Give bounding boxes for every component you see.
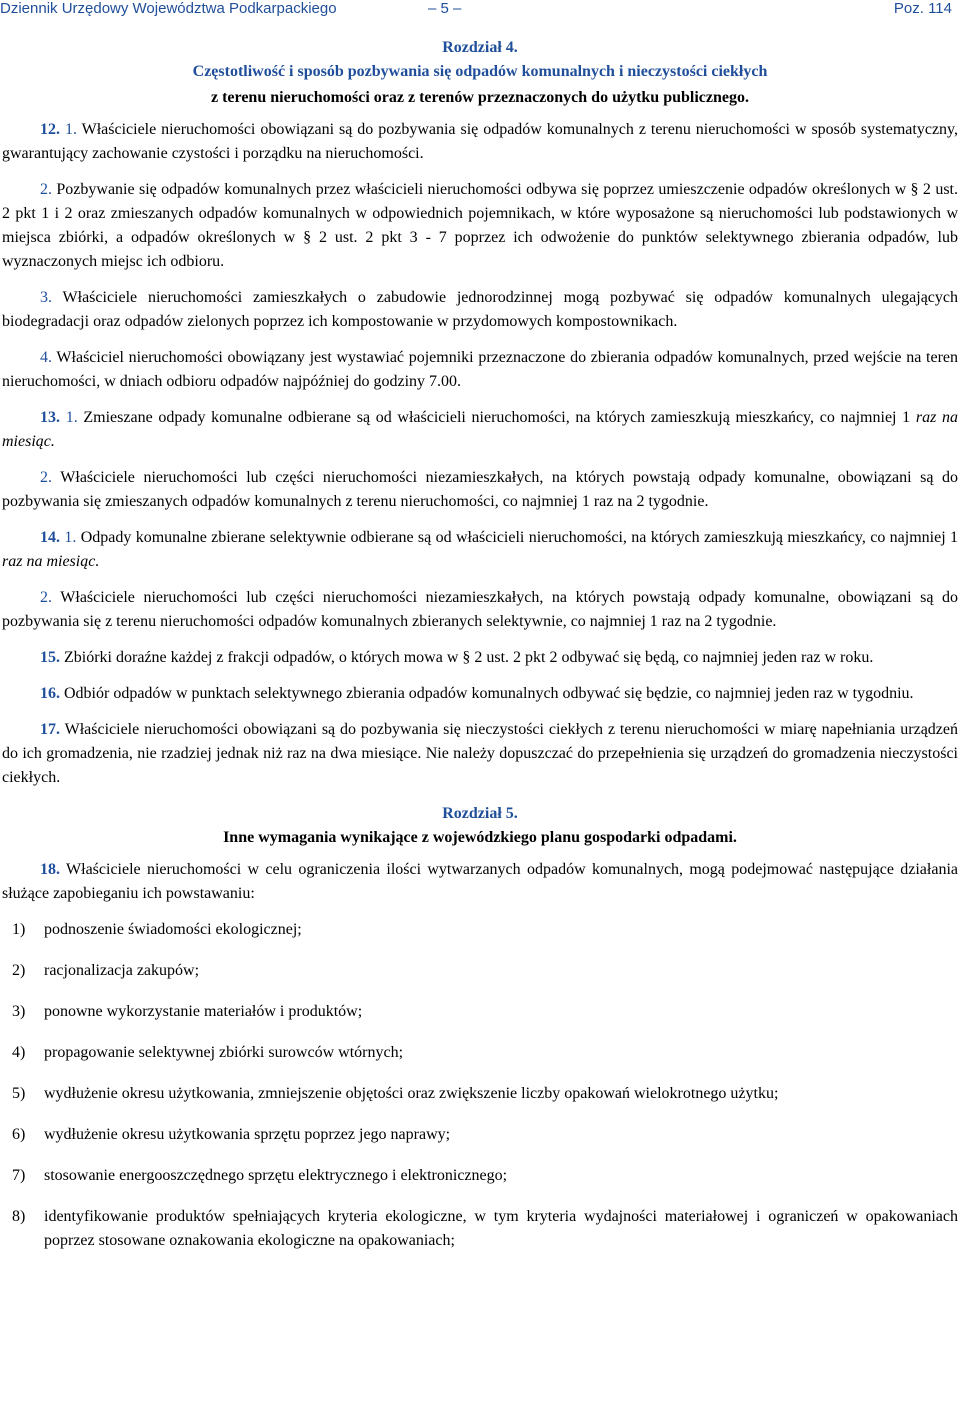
paragraph-text: Właściciele nieruchomości obowiązani są do pozbywania się nieczystości ciekłych z terenu nieruchomości w miarę napełniania urządzeń do ich gromadzenia, nie rzadziej jednak niż raz na dwa miesiące. Nie należy dopuszczać do przepełnienia się urządzeń do gromadzenia nieczystości ciekłych. (2, 721, 958, 786)
document-body (2, 36, 958, 1270)
list-item (2, 1082, 958, 1106)
chapter-4-title (2, 60, 958, 110)
subsection-number: 1. (64, 121, 77, 138)
list-item-text: wydłużenie okresu użytkowania sprzętu poprzez jego naprawy; (44, 1126, 451, 1143)
list-item-number: 4) (12, 1044, 26, 1061)
list-item (2, 1123, 958, 1147)
list-item-number: 2) (12, 962, 26, 979)
paragraph-12-4 (2, 346, 958, 394)
section-number: 17. (40, 721, 60, 738)
list-item (2, 918, 958, 942)
chapter-5-label: Rozdział 5. (442, 805, 518, 822)
section-number: 16. (40, 685, 60, 702)
paragraph-13-2 (2, 466, 958, 514)
paragraph-12-1 (2, 118, 958, 166)
chapter-5-title: Inne wymagania wynikające z wojewódzkiego planu gospodarki odpadami. (223, 829, 737, 846)
list-item-text: stosowanie energooszczędnego sprzętu elektrycznego i elektronicznego; (44, 1167, 508, 1184)
paragraph-text: Zmieszane odpady komunalne odbierane są od właścicieli nieruchomości, na których zamieszkują mieszkańcy, co najmniej 1 (77, 409, 916, 426)
list-item-text: identyfikowanie produktów spełniających kryteria ekologiczne, w tym kryteria wydajności materiałowej i ograniczeń w opakowaniach poprzez stosowane oznakowania ekologiczne na opakowaniach; (44, 1208, 958, 1249)
paragraph-17 (2, 718, 958, 790)
section-number: 15. (40, 649, 60, 666)
page-number: – 5 – (428, 0, 462, 17)
list-item-number: 1) (12, 921, 26, 938)
italic-text: raz na miesiąc. (2, 553, 100, 570)
list-item-text: racjonalizacja zakupów; (44, 962, 200, 979)
paragraph-text: Właściciele nieruchomości lub części nieruchomości niezamieszkałych, na których powstają odpady komunalne, obowiązani są do pozbywania się zmieszanych odpadów komunalnych z terenu nieruchomości, co najmniej 1 raz na 2 tygodnie. (2, 469, 958, 510)
chapter-4-label: Rozdział 4. (442, 39, 518, 56)
page-header (0, 0, 960, 22)
journal-title: Dziennik Urzędowy Województwa Podkarpackiego (0, 0, 337, 17)
prevention-actions-list (2, 918, 958, 1253)
paragraph-15 (2, 646, 958, 670)
list-item-text: propagowanie selektywnej zbiórki surowców wtórnych; (44, 1044, 404, 1061)
position-number: Poz. 114 (893, 0, 952, 17)
paragraph-14-2 (2, 586, 958, 634)
list-item (2, 1041, 958, 1065)
subsection-number: 2. (40, 181, 52, 198)
list-item-number: 7) (12, 1167, 26, 1184)
paragraph-text: Zbiórki doraźne każdej z frakcji odpadów, o których mowa w § 2 ust. 2 pkt 2 odbywać się będą, co najmniej jeden raz w roku. (60, 649, 874, 666)
list-item-number: 3) (12, 1003, 26, 1020)
section-number: 13. (40, 409, 60, 426)
paragraph-14-1 (2, 526, 958, 574)
list-item-text: wydłużenie okresu użytkowania, zmniejszenie objętości oraz zwiększenie liczby opakowań wielokrotnego użytku; (44, 1085, 779, 1102)
subsection-number: 4. (40, 349, 52, 366)
paragraph-12-2 (2, 178, 958, 274)
italic-text: raz na miesiąc. (2, 409, 959, 450)
section-number: 12. (40, 121, 60, 138)
paragraph-text: Właściciele nieruchomości lub części nieruchomości niezamieszkałych, na których powstają odpady komunalne, obowiązani są do pozbywania się z terenu nieruchomości odpadów komunalnych zbieranych selektywnie, co najmniej 1 raz na 2 tygodnie. (2, 589, 958, 630)
paragraph-text: Właściciele nieruchomości zamieszkałych o zabudowie jednorodzinnej mogą pozbywać się odpadów komunalnych ulegających biodegradacji oraz odpadów zielonych poprzez ich kompostowanie w przydomowych kompostownikach. (2, 289, 958, 330)
list-item (2, 1000, 958, 1024)
subsection-number: 1. (65, 409, 78, 426)
list-item-number: 6) (12, 1126, 26, 1143)
paragraph-text: Odpady komunalne zbierane selektywnie odbierane są od właścicieli nieruchomości, na których zamieszkują mieszkańcy, co najmniej 1 (76, 529, 959, 546)
list-item (2, 1164, 958, 1188)
list-item-text: ponowne wykorzystanie materiałów i produktów; (44, 1003, 363, 1020)
paragraph-13-1 (2, 406, 958, 454)
subsection-number: 2. (40, 589, 52, 606)
paragraph-text: Odbiór odpadów w punktach selektywnego zbierania odpadów komunalnych odbywać się będzie, co najmniej jeden raz w tygodniu. (60, 685, 914, 702)
paragraph-text: Pozbywanie się odpadów komunalnych przez właścicieli nieruchomości odbywa się poprzez umieszczenie odpadów określonych w § 2 ust. 2 pkt 1 i 2 oraz zmieszanych odpadów komunalnych w odpowiednich pojemnikach, w które wyposażone są nieruchomości lub podstawionych w miejsca zbiórki, a odpadów określonych w § 2 ust. 2 pkt 3 - 7 poprzez ich odwożenie do punktów selektywnego zbierania odpadów, lub wyznaczonych miejsc ich odbioru. (2, 181, 958, 270)
subsection-number: 2. (40, 469, 52, 486)
list-item-text: podnoszenie świadomości ekologicznej; (44, 921, 302, 938)
section-number: 18. (40, 861, 60, 878)
list-item (2, 959, 958, 983)
subsection-number: 3. (40, 289, 52, 306)
list-item-number: 5) (12, 1085, 26, 1102)
chapter-4-title-line2: z terenu nieruchomości oraz z terenów przeznaczonych do użytku publicznego. (210, 89, 749, 106)
paragraph-18 (2, 858, 958, 906)
list-item (2, 1205, 958, 1253)
paragraph-16 (2, 682, 958, 706)
paragraph-text: Właściciele nieruchomości w celu ograniczenia ilości wytwarzanych odpadów komunalnych, mogą podejmować następujące działania służące zapobieganiu ich powstawaniu: (2, 861, 958, 902)
paragraph-12-3 (2, 286, 958, 334)
paragraph-text: Właściciel nieruchomości obowiązany jest wystawiać pojemniki przeznaczone do zbierania odpadów komunalnych, przed wejście na teren nieruchomości, w dniach odbioru odpadów najpóźniej do godziny 7.00. (2, 349, 958, 390)
section-number: 14. (40, 529, 60, 546)
subsection-number: 1. (64, 529, 77, 546)
paragraph-text: Właściciele nieruchomości obowiązani są do pozbywania się odpadów komunalnych z terenu nieruchomości w sposób systematyczny, gwarantujący zachowanie czystości i porządku na nieruchomości. (2, 121, 958, 162)
chapter-4-title-line1: Częstotliwość i sposób pozbywania się odpadów komunalnych i nieczystości ciekłych (192, 63, 768, 80)
list-item-number: 8) (12, 1208, 26, 1225)
